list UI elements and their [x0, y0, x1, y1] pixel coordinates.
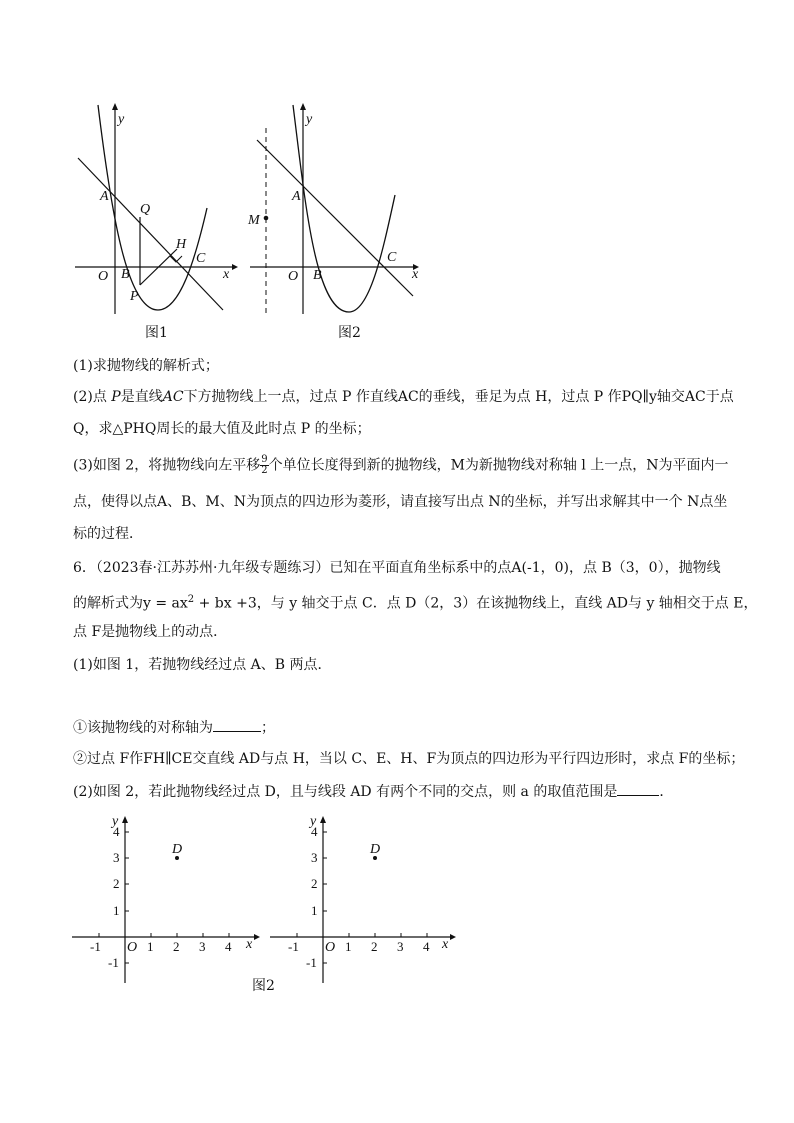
bottom-grid-2: [266, 815, 466, 990]
q6-sub2: [73, 749, 744, 769]
ytick-neg1: -1: [108, 955, 119, 970]
parabola: [98, 105, 207, 310]
label-y: y: [112, 815, 119, 829]
xtick-1: 1: [345, 939, 352, 954]
x-arrow: [450, 934, 456, 940]
ytick-3: 3: [311, 850, 318, 865]
xtick-neg1: -1: [90, 939, 101, 954]
q6-line2: [73, 590, 757, 614]
label-x: x: [246, 937, 253, 952]
q6-sub1-text: ①该抛物线的对称轴为: [73, 720, 213, 736]
ytick-neg1: -1: [306, 955, 317, 970]
label-x: x: [412, 267, 419, 282]
q6-l2-a: 的解析式为y = ax: [73, 595, 188, 612]
q6-sub1-end: ；: [261, 720, 275, 736]
q5-part2-line2: [73, 419, 371, 439]
label-o: O: [288, 269, 299, 284]
xtick-2: 2: [173, 939, 180, 954]
q6-part2-end: ．: [659, 784, 674, 800]
figure-2-caption: 图2: [338, 325, 361, 341]
label-c: C: [196, 251, 206, 266]
q5-part3-b: 个单位长度得到新的抛物线，M为新抛物线对称轴 l 上一点，N为平面内一: [268, 457, 729, 474]
q5-part2-c: 是直线: [120, 389, 163, 405]
label-p: P: [130, 289, 139, 304]
answer-blank-2[interactable]: [617, 781, 659, 796]
xtick-4: 4: [225, 939, 232, 954]
y-arrow: [122, 816, 128, 823]
label-b: B: [313, 268, 322, 283]
q5-part2-l2: Q，求△PHQ周长的最大值及此时点 P 的坐标；: [73, 421, 371, 437]
answer-blank-1[interactable]: [213, 717, 261, 732]
label-o: O: [325, 940, 336, 955]
q6-l2-b: + bx +3，与 y 轴交于点 C．点 D（2，3）在该抛物线上，直线 AD与 y 轴相交于点 E，: [194, 595, 758, 612]
q5-part1-text: (1)求抛物线的解析式；: [73, 358, 219, 374]
q6-part2: [73, 781, 673, 802]
ytick-1: 1: [113, 903, 120, 918]
bottom-figure-caption: 图2: [252, 978, 275, 994]
q5-part3-line3: [73, 524, 143, 544]
label-o: O: [127, 940, 138, 955]
label-c: C: [387, 250, 397, 265]
q6-part1-text: (1)如图 1，若抛物线经过点 A、B 两点．: [73, 657, 332, 673]
ytick-1: 1: [311, 903, 318, 918]
ytick-2: 2: [311, 876, 318, 891]
label-x: x: [442, 937, 449, 952]
label-d: D: [172, 842, 183, 857]
q5-part2-a: (2)点: [73, 389, 112, 405]
frac-num: 9: [261, 454, 268, 465]
q5-part3-l3: 标的过程．: [73, 526, 143, 542]
x-arrow: [254, 934, 260, 940]
xtick-1: 1: [147, 939, 154, 954]
q6-sub1: [73, 717, 275, 738]
frac-den: 2: [261, 465, 268, 476]
y-arrow: [112, 103, 118, 110]
xtick-3: 3: [199, 939, 206, 954]
label-a: A: [100, 189, 109, 204]
ytick-4: 4: [113, 824, 120, 839]
fraction-9-2: [260, 455, 268, 476]
q6-l1-b: -1，0)，点 B（3，0），抛物线: [527, 560, 721, 576]
ytick-4: 4: [311, 824, 318, 839]
label-a: A: [292, 189, 301, 204]
point-m: [264, 216, 269, 221]
q6-line3: [73, 622, 227, 642]
bottom-grid-1-svg: [68, 815, 268, 990]
y-arrow: [300, 103, 306, 110]
q5-part2-b: P: [111, 389, 121, 405]
label-b: B: [121, 267, 130, 282]
y-arrow: [320, 816, 326, 823]
label-y: y: [118, 112, 125, 127]
xtick-3: 3: [397, 939, 404, 954]
figure-1-svg: [70, 100, 240, 320]
label-h: H: [176, 237, 187, 252]
label-y: y: [306, 112, 313, 127]
figure-1-caption: 图1: [145, 325, 168, 341]
q6-l1-a: 6．（2023春·江苏苏州·九年级专题练习）已知在平面直角坐标系中的点A(: [73, 560, 528, 576]
q6-part1: [73, 655, 332, 675]
q6-l3: 点 F是抛物线上的动点．: [73, 624, 228, 640]
q6-line1: [73, 558, 721, 578]
q5-part2-d: AC: [162, 389, 184, 405]
q5-part3-line2: [73, 492, 727, 512]
q5-part3-l2: 点，使得以点A、B、M、N为顶点的四边形为菱形，请直接写出点 N的坐标，并写出求解其中一个 N点坐: [73, 494, 728, 510]
label-x: x: [223, 267, 230, 282]
q5-part2-line1: [73, 387, 734, 407]
xtick-2: 2: [371, 939, 378, 954]
label-q: Q: [140, 202, 151, 217]
x-arrow: [232, 264, 238, 270]
q5-part2-e: 下方抛物线上一点，过点 P 作直线AC的垂线，垂足为点 H，过点 P 作PQ∥y轴交AC于点: [183, 389, 734, 405]
figure-2-svg: [245, 100, 425, 320]
xtick-4: 4: [423, 939, 430, 954]
q5-part3-line1: [73, 455, 729, 476]
q5-part3-a: (3)如图 2，将抛物线向左平移: [73, 457, 261, 474]
bottom-grid-2-svg: [266, 815, 466, 990]
label-d: D: [370, 842, 381, 857]
xtick-neg1: -1: [288, 939, 299, 954]
ytick-2: 2: [113, 876, 120, 891]
ytick-3: 3: [113, 850, 120, 865]
q5-part1: [73, 356, 219, 376]
figure-2: [245, 100, 425, 320]
bottom-grid-1: [68, 815, 268, 990]
q6-l2-sup: 2: [187, 594, 195, 605]
label-m: M: [248, 213, 260, 228]
parabola: [293, 105, 395, 312]
label-o: O: [98, 269, 109, 284]
figure-1: [70, 100, 240, 320]
label-y: y: [310, 815, 317, 829]
q6-sub2-text: ②过点 F作FH∥CE交直线 AD与点 H，当以 C、E、H、F为顶点的四边形为平行四边形时，求点 F的坐标；: [73, 751, 745, 767]
q6-part2-text: (2)如图 2，若此抛物线经过点 D，且与线段 AD 有两个不同的交点，则 a 的取值范围是: [73, 784, 618, 800]
